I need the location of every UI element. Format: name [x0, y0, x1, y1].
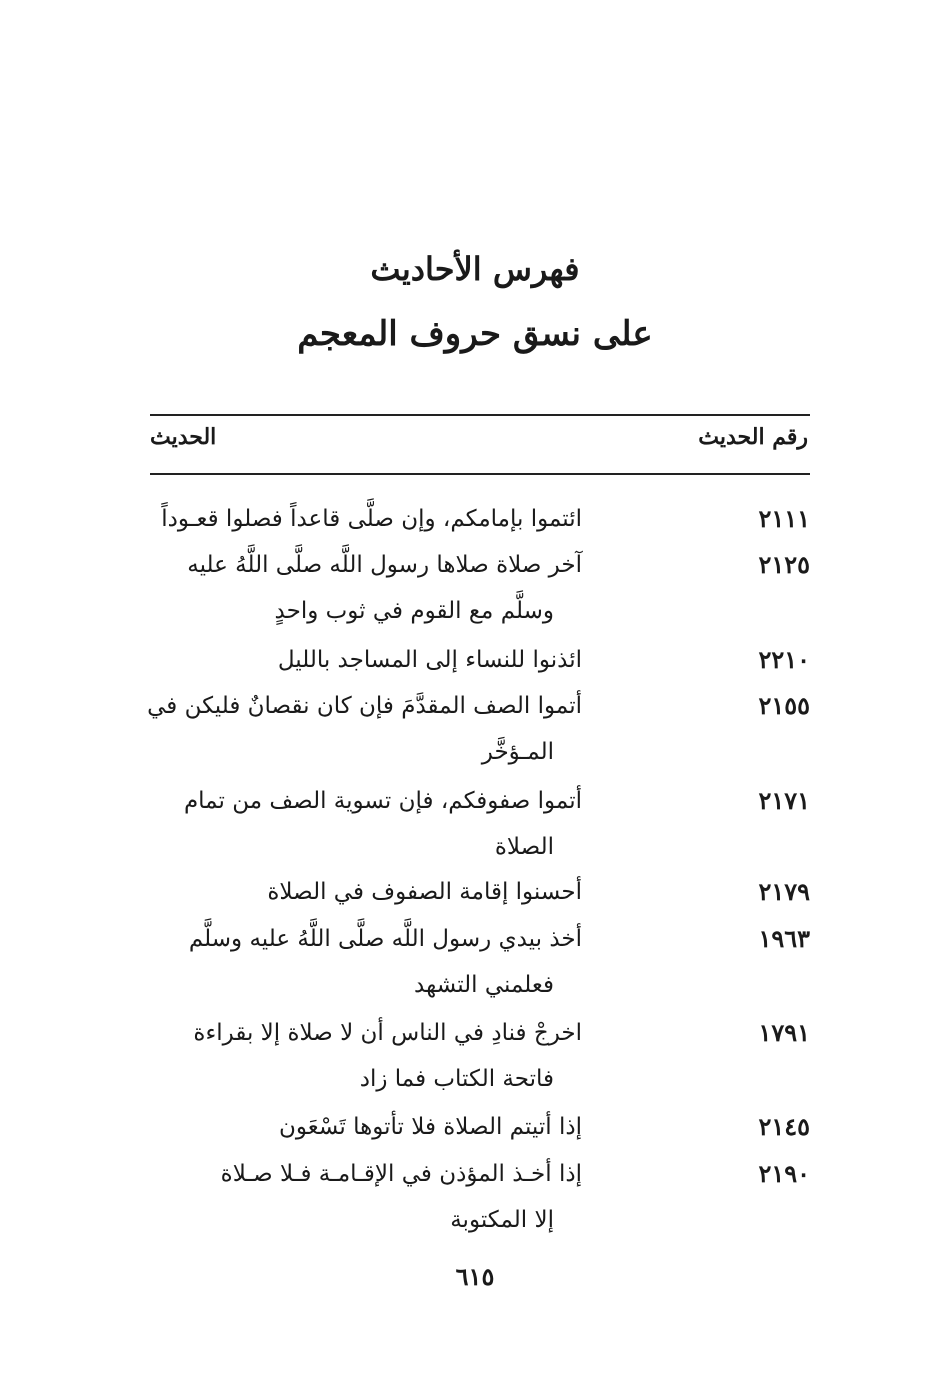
- hadith-number: ١٧٩١: [758, 1018, 810, 1047]
- index-entry: [147, 683, 810, 765]
- header-bottom-rule: [150, 473, 810, 475]
- header-top-rule: [150, 414, 810, 416]
- index-entry: [150, 1151, 810, 1233]
- hadith-text: أخذ بيدي رسول اللَّه صلَّى اللَّهُ عليه وسلَّم: [188, 926, 582, 952]
- hadith-text: أتموا صفوفكم، فإن تسوية الصف من تمام: [183, 788, 582, 814]
- index-entry: [150, 496, 810, 542]
- index-subtitle: على نسق حروف المعجم: [297, 314, 653, 354]
- hadith-text-continuation: فاتحة الكتاب فما زاد: [359, 1066, 554, 1092]
- hadith-number: ٢١٧٩: [758, 877, 810, 906]
- hadith-text: أتموا الصف المقدَّمَ فإن كان نقصانٌ فليكن في: [147, 693, 582, 719]
- hadith-number: ٢١٥٥: [758, 691, 810, 720]
- hadith-text-continuation: المـؤخَّر: [481, 739, 554, 765]
- header-hadith-number: رقم الحديث: [698, 424, 808, 450]
- page-number: ٦١٥: [455, 1262, 495, 1291]
- hadith-number: ٢١٤٥: [758, 1112, 810, 1141]
- index-entry: [150, 869, 810, 915]
- hadith-text-continuation: وسلَّم مع القوم في ثوب واحدٍ: [274, 598, 554, 624]
- hadith-text: اخرجْ فنادِ في الناس أن لا صلاة إلا بقراءة: [193, 1020, 582, 1046]
- hadith-text: ائتموا بإمامكم، وإن صلَّى قاعداً فصلوا قعـوداً: [161, 506, 582, 532]
- hadith-number: ٢٢١٠: [758, 645, 810, 674]
- hadith-text-continuation: فعلمني التشهد: [414, 972, 554, 998]
- hadith-text: أحسنوا إقامة الصفوف في الصلاة: [267, 879, 582, 905]
- hadith-text: إذا أتيتم الصلاة فلا تأتوها تَسْعَون: [278, 1114, 582, 1140]
- index-entry: [150, 778, 810, 860]
- index-entry: [150, 542, 810, 624]
- index-title: فهرس الأحاديث: [370, 250, 580, 288]
- index-entry: [150, 1010, 810, 1092]
- hadith-number: ١٩٦٣: [758, 924, 810, 953]
- hadith-text-continuation: الصلاة: [494, 834, 554, 860]
- hadith-text: إذا أخـذ المؤذن في الإقـامـة فـلا صـلاة: [220, 1161, 582, 1187]
- hadith-number: ٢١١١: [758, 504, 810, 533]
- hadith-number: ٢١٩٠: [758, 1159, 810, 1188]
- index-entry: [150, 916, 810, 998]
- hadith-text-continuation: إلا المكتوبة: [450, 1207, 554, 1233]
- hadith-number: ٢١٢٥: [758, 550, 810, 579]
- index-entry: [150, 1104, 810, 1150]
- hadith-text: آخر صلاة صلاها رسول اللَّه صلَّى اللَّهُ عليه: [187, 552, 582, 578]
- hadith-number: ٢١٧١: [758, 786, 810, 815]
- hadith-text: ائذنوا للنساء إلى المساجد بالليل: [277, 647, 582, 673]
- index-entry: [150, 637, 810, 683]
- header-hadith: الحديث: [150, 424, 217, 450]
